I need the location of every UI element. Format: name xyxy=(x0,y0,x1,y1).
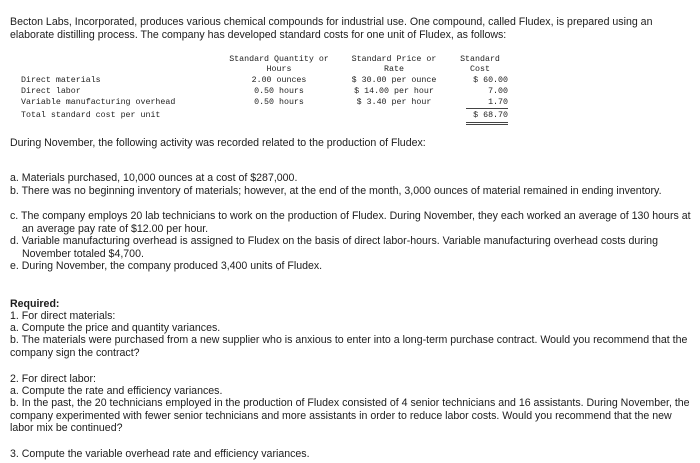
row-qty-direct-materials: 2.00 ounces xyxy=(251,76,307,85)
required-heading: Required: xyxy=(10,298,60,310)
activity-b: b. There was no beginning inventory of materials; however, at the end of the month, 3,000 ounces of material remained in ending inventory. xyxy=(10,185,662,197)
row-price-direct-labor: $ 14.00 per hour xyxy=(354,87,434,96)
row-qty-direct-labor: 0.50 hours xyxy=(254,87,304,96)
intro-paragraph: Becton Labs, Incorporated, produces various chemical compounds for industrial use. One compound, called Fludex, is prepared using an elaborate distilling process. The company has developed standard costs for one unit of Fludex, as follows: xyxy=(10,16,653,41)
required-1a: a. Compute the price and quantity variances. xyxy=(10,322,221,334)
row-price-direct-materials: $ 30.00 per ounce xyxy=(351,76,437,85)
activity-c: c. The company employs 20 lab technicians to work on the production of Fludex. During November, they each worked an average of 130 hours at an average pay rate of $12.00 per hour. xyxy=(10,210,691,235)
row-label-direct-labor: Direct labor xyxy=(21,87,81,96)
subtotal-rule xyxy=(466,108,508,109)
header-standard-price: Standard Price or xyxy=(351,55,437,64)
required-2: 2. For direct labor: xyxy=(10,373,96,385)
activity-a: a. Materials purchased, 10,000 ounces at a cost of $287,000. xyxy=(10,172,298,184)
row-cost-variable-overhead: 1.70 xyxy=(488,98,508,107)
activity-e: e. During November, the company produced 3,400 units of Fludex. xyxy=(10,260,323,272)
header-cost: Cost xyxy=(470,65,490,74)
row-label-variable-overhead: Variable manufacturing overhead xyxy=(21,98,176,107)
row-label-direct-materials: Direct materials xyxy=(21,76,101,85)
required-1: 1. For direct materials: xyxy=(10,310,116,322)
activity-intro: During November, the following activity was recorded related to the production of Fludex: xyxy=(10,137,426,149)
required-3: 3. Compute the variable overhead rate and efficiency variances. xyxy=(10,448,310,460)
row-cost-direct-materials: $ 60.00 xyxy=(473,76,508,85)
row-label-total: Total standard cost per unit xyxy=(21,111,161,120)
header-standard-quantity: Standard Quantity or xyxy=(229,55,329,64)
header-standard: Standard xyxy=(460,55,500,64)
required-2a: a. Compute the rate and efficiency variances. xyxy=(10,385,223,397)
total-rule-2 xyxy=(466,124,508,125)
row-price-variable-overhead: $ 3.40 per hour xyxy=(356,98,432,107)
header-rate: Rate xyxy=(384,65,404,74)
row-qty-variable-overhead: 0.50 hours xyxy=(254,98,304,107)
header-hours: Hours xyxy=(266,65,292,74)
required-2b: b. In the past, the 20 technicians employed in the production of Fludex consisted of 4 senior technicians and 16 assistants. During November, the company experimented with fewer senior technicians and more assistants in order to reduce labor costs. Would you recommend that the new labor mix be continued? xyxy=(10,397,690,435)
activity-d: d. Variable manufacturing overhead is assigned to Fludex on the basis of direct labor-hours. Variable manufacturing overhead costs during November totaled $4,700. xyxy=(10,235,658,260)
total-rule-1 xyxy=(466,122,508,123)
row-cost-direct-labor: 7.00 xyxy=(488,87,508,96)
row-cost-total: $ 68.70 xyxy=(473,111,508,120)
required-1b: b. The materials were purchased from a new supplier who is anxious to enter into a long-term purchase contract. Would you recommend that the company sign the contract? xyxy=(10,334,688,359)
